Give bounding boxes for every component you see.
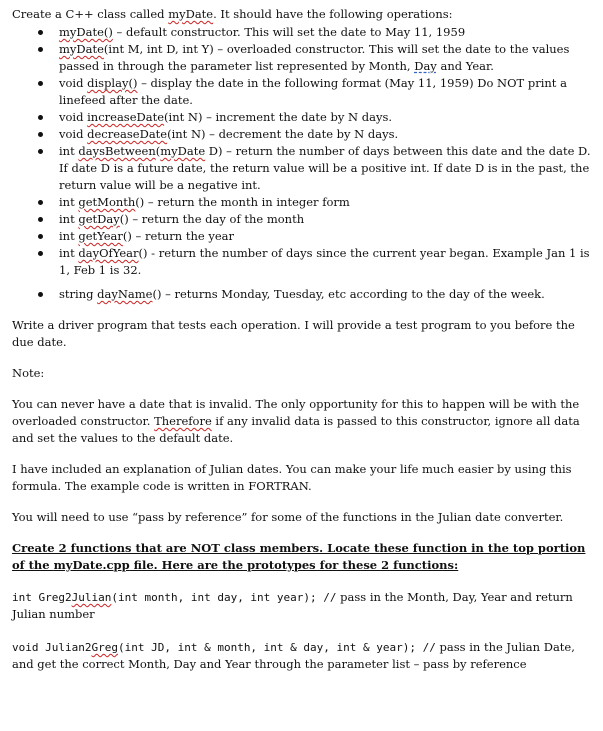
list-item	[12, 194, 591, 211]
op-desc: – default constructor. This will set the date to May 11, 1959	[112, 25, 466, 39]
op-desc: D) – return the number of days between this date and the date D. If date D is a future date, the return value will be a positive int. If date D is in the past, the return value will be a negative int.	[59, 144, 591, 192]
op-type: int	[59, 212, 79, 226]
op-day-word: Day	[414, 59, 437, 73]
list-item	[12, 126, 591, 143]
invalid-pre: You can never have a date that is invalid. The only opportunity for this to happen will be with the overloaded constructor.	[12, 397, 580, 428]
op-type: string	[59, 287, 98, 301]
code-part: void Julian2	[12, 641, 92, 654]
julian-paragraph: I have included an explanation of Julian dates. You can make your life much easier by using this formula. The example code is written in FORTRAN.	[12, 462, 572, 493]
bullet-icon	[38, 200, 43, 205]
op-name: decreaseDate	[87, 127, 168, 141]
op-param-type: myDate	[160, 144, 206, 158]
op-desc: (int N) – decrement the date by N days.	[167, 127, 399, 141]
op-paren: (	[155, 144, 161, 158]
list-item	[12, 24, 591, 41]
op-name: myDate()	[59, 25, 113, 39]
code-part: Greg	[91, 641, 118, 654]
bullet-icon	[38, 217, 43, 222]
op-type: void	[59, 110, 88, 124]
op-desc: – display the date in the following format (May 11, 1959) Do NOT print a linefeed after the date.	[59, 76, 567, 107]
intro-text	[12, 6, 591, 23]
bullet-icon	[38, 251, 43, 256]
bullet-icon	[38, 292, 43, 297]
list-item	[12, 211, 591, 228]
op-desc: () - return the number of days since the current year began. Example Jan 1 is 1, Feb 1 is 32.	[59, 246, 590, 277]
op-desc-end: and Year.	[436, 59, 494, 73]
op-type: int	[59, 229, 79, 243]
driver-paragraph: Write a driver program that tests each operation. I will provide a test program to you before the due date.	[12, 318, 575, 349]
code-part: Julian	[71, 591, 112, 604]
code-part: (int JD, int & month, int & day, int & year); //	[117, 641, 436, 654]
list-item	[12, 41, 591, 75]
list-item	[12, 75, 591, 109]
list-item	[12, 143, 591, 194]
bullet-icon	[38, 47, 43, 52]
op-name: increaseDate	[87, 110, 165, 124]
intro-pre: Create a C++ class called	[12, 7, 169, 21]
list-item	[12, 245, 591, 279]
op-desc: () – return the year	[122, 229, 234, 243]
op-name: dayOfYear	[78, 246, 139, 260]
code-part: (int month, int day, int year); //	[111, 591, 337, 604]
prototype-greg2julian	[12, 589, 591, 623]
code-comment: pass in the Month, Day, Year and return Julian number	[12, 590, 573, 621]
code-comment: pass in the Julian Date, and get the correct Month, Day and Year through the parameter list – pass by reference	[12, 640, 575, 671]
op-type: int	[59, 195, 79, 209]
op-name: daysBetween	[78, 144, 156, 158]
operations-list	[12, 24, 591, 303]
bullet-icon	[38, 81, 43, 86]
op-name: getDay	[78, 212, 120, 226]
op-desc: () – return the month in integer form	[135, 195, 350, 209]
instruction-post: file. Here are the prototypes for these 2 functions:	[129, 558, 459, 572]
bullet-icon	[38, 115, 43, 120]
op-type: void	[59, 127, 88, 141]
list-item	[12, 286, 591, 303]
list-item	[12, 109, 591, 126]
op-type: int	[59, 144, 79, 158]
op-name: getMonth	[78, 195, 136, 209]
op-name: getYear	[78, 229, 123, 243]
pass-reference-paragraph: You will need to use “pass by reference” for some of the functions in the Julian date converter.	[12, 510, 564, 524]
op-name: dayName	[97, 287, 153, 301]
invalid-paragraph	[12, 396, 591, 447]
functions-instruction	[12, 540, 591, 574]
code-part: int Greg2	[12, 591, 72, 604]
op-desc: (int N) – increment the date by N days.	[164, 110, 393, 124]
bullet-icon	[38, 132, 43, 137]
bullet-icon	[38, 149, 43, 154]
invalid-post: if any invalid data is passed to this constructor, ignore all data and set the values to the default date.	[12, 414, 580, 445]
therefore-word: Therefore	[154, 414, 212, 428]
list-item	[12, 228, 591, 245]
note-label: Note:	[12, 366, 45, 380]
op-desc: (int M, int D, int Y) – overloaded constructor. This will set the date to the values passed in through the parameter list represented by Month,	[59, 42, 570, 73]
prototype-julian2greg	[12, 639, 591, 673]
op-name: myDate	[59, 42, 104, 56]
intro-post: . It should have the following operations:	[213, 7, 453, 21]
bullet-icon	[38, 30, 43, 35]
bullet-icon	[38, 234, 43, 239]
class-name: myDate	[168, 7, 214, 21]
op-desc: () – return the day of the month	[119, 212, 305, 226]
op-name: display()	[87, 76, 138, 90]
op-desc: () – returns Monday, Tuesday, etc according to the day of the week.	[152, 287, 545, 301]
instruction-pre: Create 2 functions that are NOT class members. Locate these function in the top portion of the	[12, 541, 586, 572]
op-type: void	[59, 76, 88, 90]
file-name: myDate.cpp	[53, 558, 130, 572]
op-type: int	[59, 246, 79, 260]
